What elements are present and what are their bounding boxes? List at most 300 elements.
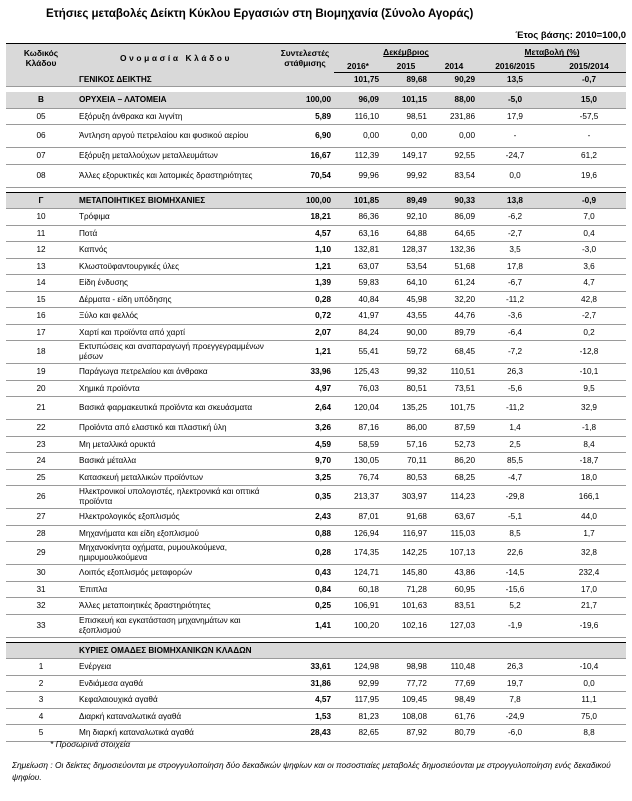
row-weight: 2,43 [276,509,334,526]
page-title: Ετήσιες μεταβολές Δείκτη Κύκλου Εργασιών στη Βιομηχανία (Σύνολο Αγοράς) [46,8,474,20]
row-2014: 52,73 [430,436,478,453]
row-2016: 87,16 [334,420,382,437]
row-change1: -5,6 [478,380,552,397]
row-change2: 0,4 [552,225,626,242]
row-2015: 53,54 [382,258,430,275]
row-name: Δέρματα - είδη υπόδησης [76,291,276,308]
header-change: Μεταβολή (%) [478,44,626,61]
row-2016: 106,91 [334,598,382,615]
row-weight: 1,21 [276,341,334,364]
row-change1: 22,6 [478,542,552,565]
row-change2: 0,0 [552,675,626,692]
row-change2: 166,1 [552,486,626,509]
row-weight: 33,96 [276,364,334,381]
row-2016: 87,01 [334,509,382,526]
row-change2: -2,7 [552,308,626,325]
header-2014: 2014 [430,61,478,73]
row-2015: 57,16 [382,436,430,453]
row-2015: 70,11 [382,453,430,470]
row-change2: 232,4 [552,565,626,582]
row-2016: 125,43 [334,364,382,381]
table-row [6,692,626,709]
general-index-change1: 13,5 [478,73,552,87]
row-change1: -3,6 [478,308,552,325]
row-2015: 98,98 [382,659,430,676]
row-name: Είδη ένδυσης [76,275,276,292]
header-change-2016-2015: 2016/2015 [478,61,552,73]
row-2015: 108,08 [382,708,430,725]
section-change2: -0,9 [552,192,626,209]
section-code: Γ [6,192,76,209]
row-change1: -6,4 [478,324,552,341]
row-2015: 86,00 [382,420,430,437]
row-code: 16 [6,308,76,325]
row-code: 12 [6,242,76,259]
row-weight: 5,89 [276,108,334,125]
row-name: Επισκευή και εγκατάσταση μηχανημάτων και εξοπλισμού [76,614,276,637]
row-2016: 58,59 [334,436,382,453]
turnover-index-table [6,43,626,742]
row-change1: 17,8 [478,258,552,275]
row-code: 13 [6,258,76,275]
row-2014: 86,09 [430,209,478,226]
row-2014: 101,75 [430,397,478,420]
header-code: Κωδικός Κλάδου [6,44,76,73]
section-2016 [334,642,382,659]
header-2015: 2015 [382,61,430,73]
row-2016: 40,84 [334,291,382,308]
row-code: 11 [6,225,76,242]
row-2014: 127,03 [430,614,478,637]
row-2016: 112,39 [334,148,382,165]
section-row-section-b [6,92,626,109]
row-weight: 2,07 [276,324,334,341]
general-index-row [6,73,626,87]
table-row [6,341,626,364]
row-2016: 130,05 [334,453,382,470]
row-code: 05 [6,108,76,125]
row-weight: 4,57 [276,225,334,242]
row-name: Μηχανοκίνητα οχήματα, ρυμουλκούμενα, ημιρυμουλκούμενα [76,542,276,565]
row-2016: 120,04 [334,397,382,420]
row-name: Εξόρυξη μεταλλούχων μεταλλευμάτων [76,148,276,165]
row-2015: 59,72 [382,341,430,364]
row-change2: 42,8 [552,291,626,308]
row-weight: 1,10 [276,242,334,259]
row-weight: 0,28 [276,291,334,308]
row-2014: 115,03 [430,525,478,542]
row-2016: 117,95 [334,692,382,709]
section-change1: -5,0 [478,92,552,109]
header-2016: 2016* [334,61,382,73]
row-weight: 3,25 [276,469,334,486]
row-code: 24 [6,453,76,470]
section-change1 [478,642,552,659]
row-change2: -1,8 [552,420,626,437]
row-weight: 0,84 [276,581,334,598]
row-2015: 64,10 [382,275,430,292]
row-change2: 1,7 [552,525,626,542]
row-weight: 70,54 [276,164,334,187]
row-2015: 45,98 [382,291,430,308]
table-row [6,258,626,275]
section-change2: 15,0 [552,92,626,109]
table-row [6,509,626,526]
row-2015: 43,55 [382,308,430,325]
row-change2: -18,7 [552,453,626,470]
row-change1: 26,3 [478,364,552,381]
row-change2: 75,0 [552,708,626,725]
row-code: 33 [6,614,76,637]
row-code: 26 [6,486,76,509]
row-2016: 86,36 [334,209,382,226]
row-code: 27 [6,509,76,526]
row-change1: -29,8 [478,486,552,509]
row-2014: 87,59 [430,420,478,437]
row-2015: 109,45 [382,692,430,709]
row-name: Μηχανήματα και είδη εξοπλισμού [76,525,276,542]
row-change1: 8,5 [478,525,552,542]
table-row [6,209,626,226]
row-2016: 63,07 [334,258,382,275]
table-row [6,380,626,397]
row-2015: 303,97 [382,486,430,509]
row-2014: 107,13 [430,542,478,565]
table-row [6,469,626,486]
row-2014: 43,86 [430,565,478,582]
section-2016: 96,09 [334,92,382,109]
row-code: 14 [6,275,76,292]
table-row [6,242,626,259]
row-change2: 44,0 [552,509,626,526]
row-name: Βασικά μέταλλα [76,453,276,470]
row-weight: 0,43 [276,565,334,582]
row-code: 25 [6,469,76,486]
row-2014: 63,67 [430,509,478,526]
row-change2: 61,2 [552,148,626,165]
section-weight: 100,00 [276,92,334,109]
row-code: 21 [6,397,76,420]
row-weight: 3,26 [276,420,334,437]
table-row [6,486,626,509]
row-weight: 2,64 [276,397,334,420]
row-2015: 80,51 [382,380,430,397]
row-2014: 73,51 [430,380,478,397]
table-row [6,225,626,242]
row-weight: 0,88 [276,525,334,542]
row-2016: 55,41 [334,341,382,364]
row-change1: 85,5 [478,453,552,470]
row-name: Μη μεταλλικά ορυκτά [76,436,276,453]
row-name: Τρόφιμα [76,209,276,226]
row-change2: -19,6 [552,614,626,637]
row-name: Διαρκή καταναλωτικά αγαθά [76,708,276,725]
row-code: 32 [6,598,76,615]
row-change2: 17,0 [552,581,626,598]
row-2015: 91,68 [382,509,430,526]
row-weight: 6,90 [276,125,334,148]
row-change2: 8,4 [552,436,626,453]
row-2016: 63,16 [334,225,382,242]
row-2014: 61,24 [430,275,478,292]
section-2015: 89,49 [382,192,430,209]
row-2016: 132,81 [334,242,382,259]
row-code: 4 [6,708,76,725]
general-index-2015: 89,68 [382,73,430,87]
section-code: B [6,92,76,109]
row-2014: 114,23 [430,486,478,509]
row-2016: 116,10 [334,108,382,125]
section-row-section-c [6,192,626,209]
row-2016: 124,71 [334,565,382,582]
general-index-name: ΓΕΝΙΚΟΣ ΔΕΙΚΤΗΣ [76,73,276,87]
row-change1: 5,2 [478,598,552,615]
row-name: Μη διαρκή καταναλωτικά αγαθά [76,725,276,742]
row-change1: -6,7 [478,275,552,292]
row-name: Κατασκευή μεταλλικών προϊόντων [76,469,276,486]
row-code: 1 [6,659,76,676]
row-2016: 82,65 [334,725,382,742]
row-2014: 92,55 [430,148,478,165]
row-name: Ηλεκτρονικοί υπολογιστές, ηλεκτρονικά και οπτικά προϊόντα [76,486,276,509]
row-2015: 142,25 [382,542,430,565]
row-code: 3 [6,692,76,709]
row-change2: 32,9 [552,397,626,420]
row-change2: 21,7 [552,598,626,615]
table-row [6,598,626,615]
row-2015: 99,32 [382,364,430,381]
row-change1: -15,6 [478,581,552,598]
row-name: Ηλεκτρολογικός εξοπλισμός [76,509,276,526]
row-2016: 124,98 [334,659,382,676]
row-change2: 11,1 [552,692,626,709]
section-2015: 101,15 [382,92,430,109]
row-2014: 132,36 [430,242,478,259]
row-name: Καπνός [76,242,276,259]
row-code: 18 [6,341,76,364]
row-change2: 0,2 [552,324,626,341]
header-december: Δεκέμβριος [334,44,478,61]
row-code: 22 [6,420,76,437]
row-2016: 76,74 [334,469,382,486]
row-2014: 110,51 [430,364,478,381]
table-row [6,125,626,148]
row-2015: 99,92 [382,164,430,187]
table-row [6,542,626,565]
row-change2: 18,0 [552,469,626,486]
table-row [6,148,626,165]
table-row [6,397,626,420]
row-2016: 81,23 [334,708,382,725]
table-row [6,708,626,725]
row-change2: -10,4 [552,659,626,676]
row-change1: 26,3 [478,659,552,676]
row-change2: 4,7 [552,275,626,292]
section-name: ΟΡΥΧΕΙΑ – ΛΑΤΟΜΕΙΑ [76,92,276,109]
row-name: Βασικά φαρμακευτικά προϊόντα και σκευάσματα [76,397,276,420]
row-2014: 89,79 [430,324,478,341]
header-change-2015-2014: 2015/2014 [552,61,626,73]
row-2015: 0,00 [382,125,430,148]
row-2014: 231,86 [430,108,478,125]
row-2016: 60,18 [334,581,382,598]
row-name: Λοιπός εξοπλισμός μεταφορών [76,565,276,582]
row-2016: 59,83 [334,275,382,292]
row-code: 31 [6,581,76,598]
general-index-change2: -0,7 [552,73,626,87]
row-2016: 213,37 [334,486,382,509]
row-weight: 0,72 [276,308,334,325]
row-change1: 2,5 [478,436,552,453]
row-weight: 9,70 [276,453,334,470]
row-2015: 98,51 [382,108,430,125]
row-2014: 98,49 [430,692,478,709]
section-change1: 13,8 [478,192,552,209]
section-name: ΚΥΡΙΕΣ ΟΜΑΔΕΣ ΒΙΟΜΗΧΑΝΙΚΩΝ ΚΛΑΔΩΝ [76,642,276,659]
table-row [6,436,626,453]
row-change1: -6,2 [478,209,552,226]
section-weight: 100,00 [276,192,334,209]
row-change1: -14,5 [478,565,552,582]
row-code: 17 [6,324,76,341]
table-row [6,164,626,187]
row-name: Ξύλο και φελλός [76,308,276,325]
row-change1: -5,1 [478,509,552,526]
base-year-label: Έτος βάσης: 2010=100,0 [515,30,626,41]
row-name: Παράγωγα πετρελαίου και άνθρακα [76,364,276,381]
row-weight: 4,57 [276,692,334,709]
section-code [6,642,76,659]
row-name: Εξόρυξη άνθρακα και λιγνίτη [76,108,276,125]
note: Σημείωση : Οι δείκτες δημοσιεύονται με στρογγυλοποίηση δύο δεκαδικών ψηφίων και οι ποσοστιαίες μεταβολές δημοσιεύονται με στρογγυλοποίηση ενός δεκαδικού ψηφίου. [12,760,611,782]
row-name: Κλωστοϋφαντουργικές ύλες [76,258,276,275]
row-change1: 3,5 [478,242,552,259]
row-code: 30 [6,565,76,582]
row-change1: -24,7 [478,148,552,165]
row-code: 28 [6,525,76,542]
row-name: Χαρτί και προϊόντα από χαρτί [76,324,276,341]
row-weight: 1,39 [276,275,334,292]
row-2016: 126,94 [334,525,382,542]
row-2015: 145,80 [382,565,430,582]
row-weight: 4,97 [276,380,334,397]
row-2016: 84,24 [334,324,382,341]
header-weight: Συντελεστές στάθμισης [276,44,334,73]
row-2016: 174,35 [334,542,382,565]
row-change2: 7,0 [552,209,626,226]
table-row [6,324,626,341]
row-change1: -2,7 [478,225,552,242]
table-row [6,420,626,437]
row-code: 29 [6,542,76,565]
row-name: Άλλες μεταποιητικές δραστηριότητες [76,598,276,615]
row-2015: 87,92 [382,725,430,742]
row-2016: 92,99 [334,675,382,692]
row-name: Χημικά προϊόντα [76,380,276,397]
section-change2 [552,642,626,659]
row-change2: 9,5 [552,380,626,397]
row-change1: 7,8 [478,692,552,709]
row-change1: 19,7 [478,675,552,692]
row-name: Κεφαλαιουχικά αγαθά [76,692,276,709]
row-change2: -12,8 [552,341,626,364]
row-change2: 3,6 [552,258,626,275]
row-weight: 33,61 [276,659,334,676]
section-2014 [430,642,478,659]
section-2015 [382,642,430,659]
row-2014: 32,20 [430,291,478,308]
row-2015: 101,63 [382,598,430,615]
row-change1: - [478,125,552,148]
row-weight: 16,67 [276,148,334,165]
row-name: Ποτά [76,225,276,242]
row-2015: 80,53 [382,469,430,486]
row-2015: 102,16 [382,614,430,637]
row-weight: 1,53 [276,708,334,725]
row-change1: -11,2 [478,397,552,420]
footnote: * Προσωρινά στοιχεία [50,739,131,749]
row-change2: -3,0 [552,242,626,259]
row-name: Ενέργεια [76,659,276,676]
row-weight: 0,35 [276,486,334,509]
section-weight [276,642,334,659]
table-row [6,675,626,692]
row-2016: 0,00 [334,125,382,148]
row-name: Ενδιάμεσα αγαθά [76,675,276,692]
row-2015: 64,88 [382,225,430,242]
row-2015: 71,28 [382,581,430,598]
row-weight: 1,41 [276,614,334,637]
row-change2: -57,5 [552,108,626,125]
row-name: Έπιπλα [76,581,276,598]
row-code: 10 [6,209,76,226]
row-2014: 0,00 [430,125,478,148]
row-2016: 100,20 [334,614,382,637]
row-2015: 77,72 [382,675,430,692]
row-2014: 110,48 [430,659,478,676]
section-2014: 88,00 [430,92,478,109]
table-row [6,364,626,381]
section-2016: 101,85 [334,192,382,209]
row-2014: 83,51 [430,598,478,615]
row-2014: 77,69 [430,675,478,692]
row-code: 15 [6,291,76,308]
row-change1: 17,9 [478,108,552,125]
row-weight: 31,86 [276,675,334,692]
row-change2: 19,6 [552,164,626,187]
row-change1: -4,7 [478,469,552,486]
row-change1: -11,2 [478,291,552,308]
row-2014: 80,79 [430,725,478,742]
table-row [6,659,626,676]
row-change1: 1,4 [478,420,552,437]
row-change1: 0,0 [478,164,552,187]
table-row [6,108,626,125]
row-code: 19 [6,364,76,381]
row-2014: 83,54 [430,164,478,187]
row-2016: 41,97 [334,308,382,325]
row-2015: 92,10 [382,209,430,226]
row-change1: -6,0 [478,725,552,742]
table-header [6,44,626,73]
row-name: Εκτυπώσεις και αναπαραγωγή προεγγεγραμμένων μέσων [76,341,276,364]
row-code: 2 [6,675,76,692]
row-change2: - [552,125,626,148]
row-code: 23 [6,436,76,453]
table-row [6,614,626,637]
row-weight: 1,21 [276,258,334,275]
row-change1: -7,2 [478,341,552,364]
